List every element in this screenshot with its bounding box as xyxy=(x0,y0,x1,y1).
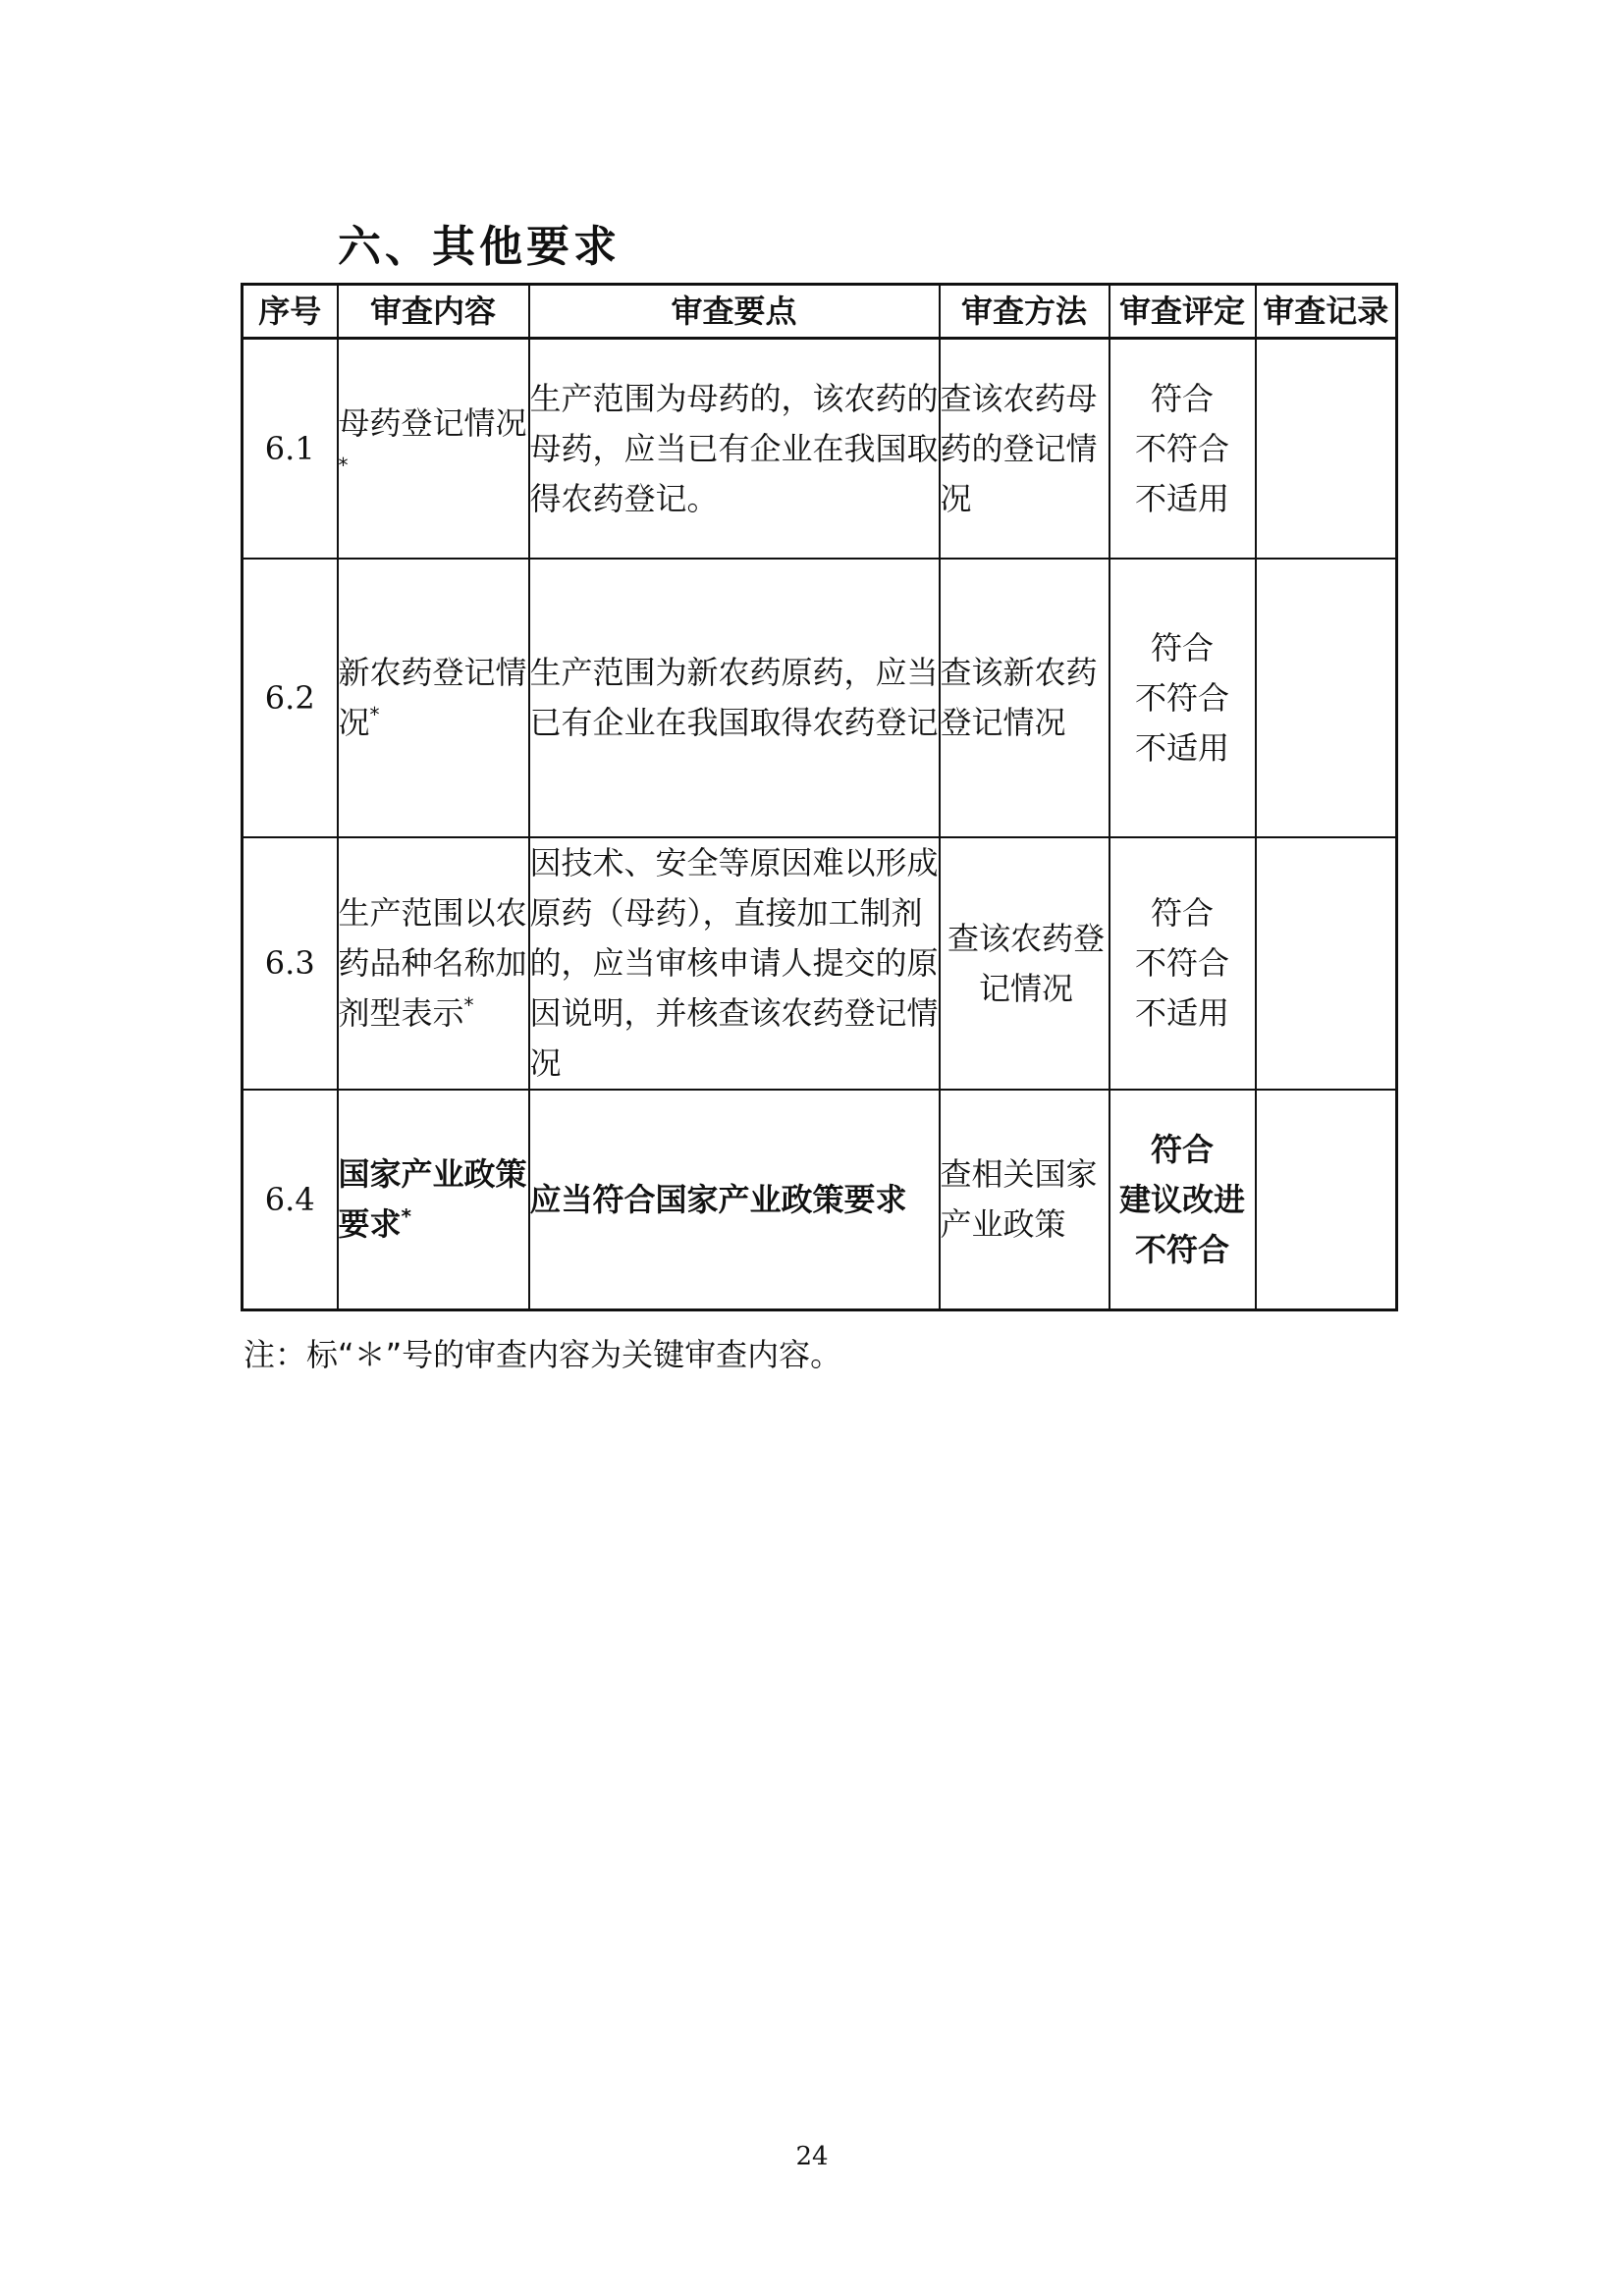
footnote: 注：标“＊”号的审查内容为关键审查内容。 xyxy=(244,1336,842,1373)
rating-option: 不符合 xyxy=(1134,429,1229,467)
row-content xyxy=(338,837,529,1090)
row-content xyxy=(338,559,529,837)
table-header-row xyxy=(243,285,1397,339)
rating-option: 符合 xyxy=(1150,894,1214,932)
rating-option: 不符合 xyxy=(1134,678,1229,717)
key-item-mark: * xyxy=(401,1204,411,1228)
row-method: 查该农药母药的登记情况 xyxy=(940,339,1110,560)
header-content: 审查内容 xyxy=(338,285,529,339)
table-row xyxy=(243,559,1397,837)
row-record xyxy=(1256,559,1397,837)
row-record xyxy=(1256,837,1397,1090)
row-points: 因技术、安全等原因难以形成原药（母药），直接加工制剂的，应当审核申请人提交的原因说明，并核查该农药登记情况 xyxy=(529,837,940,1090)
rating-option: 不适用 xyxy=(1134,994,1229,1032)
row-rating xyxy=(1110,837,1256,1090)
header-rating: 审查评定 xyxy=(1110,285,1256,339)
review-table xyxy=(241,283,1398,1311)
section-title: 六、其他要求 xyxy=(338,222,621,272)
row-seq: 6.3 xyxy=(243,837,338,1090)
row-content-text: 国家产业政策要求 xyxy=(338,1155,527,1243)
header-points: 审查要点 xyxy=(529,285,940,339)
header-method: 审查方法 xyxy=(940,285,1110,339)
table-row xyxy=(243,1090,1397,1310)
rating-option: 符合 xyxy=(1150,1130,1214,1168)
row-points: 生产范围为新农药原药，应当已有企业在我国取得农药登记 xyxy=(529,559,940,837)
row-record xyxy=(1256,1090,1397,1310)
row-content-text: 新农药登记情况 xyxy=(338,654,527,741)
page-number: 24 xyxy=(795,2142,829,2171)
rating-option: 符合 xyxy=(1150,379,1214,417)
row-seq: 6.1 xyxy=(243,339,338,560)
rating-option: 建议改进 xyxy=(1118,1180,1245,1218)
row-seq: 6.2 xyxy=(243,559,338,837)
table-row xyxy=(243,339,1397,560)
rating-option: 不符合 xyxy=(1134,1230,1229,1268)
rating-option: 不适用 xyxy=(1134,479,1229,517)
key-item-mark: * xyxy=(369,703,380,726)
row-points: 应当符合国家产业政策要求 xyxy=(529,1090,940,1310)
key-item-mark: * xyxy=(338,454,349,477)
key-item-mark: * xyxy=(463,993,474,1017)
row-content xyxy=(338,1090,529,1310)
rating-option: 不适用 xyxy=(1134,728,1229,767)
rating-option: 符合 xyxy=(1150,628,1214,667)
row-method: 查相关国家产业政策 xyxy=(940,1090,1110,1310)
header-record: 审查记录 xyxy=(1256,285,1397,339)
row-method: 查该新农药登记情况 xyxy=(940,559,1110,837)
header-seq: 序号 xyxy=(243,285,338,339)
rating-option: 不符合 xyxy=(1134,944,1229,982)
row-method: 查该农药登记情况 xyxy=(940,837,1110,1090)
row-rating xyxy=(1110,339,1256,560)
row-record xyxy=(1256,339,1397,560)
row-points: 生产范围为母药的，该农药的母药，应当已有企业在我国取得农药登记。 xyxy=(529,339,940,560)
row-content xyxy=(338,339,529,560)
table-row xyxy=(243,837,1397,1090)
row-content-text: 生产范围以农药品种名称加剂型表示 xyxy=(338,894,527,1032)
row-seq: 6.4 xyxy=(243,1090,338,1310)
row-content-text: 母药登记情况 xyxy=(338,404,527,442)
row-rating xyxy=(1110,1090,1256,1310)
row-rating xyxy=(1110,559,1256,837)
